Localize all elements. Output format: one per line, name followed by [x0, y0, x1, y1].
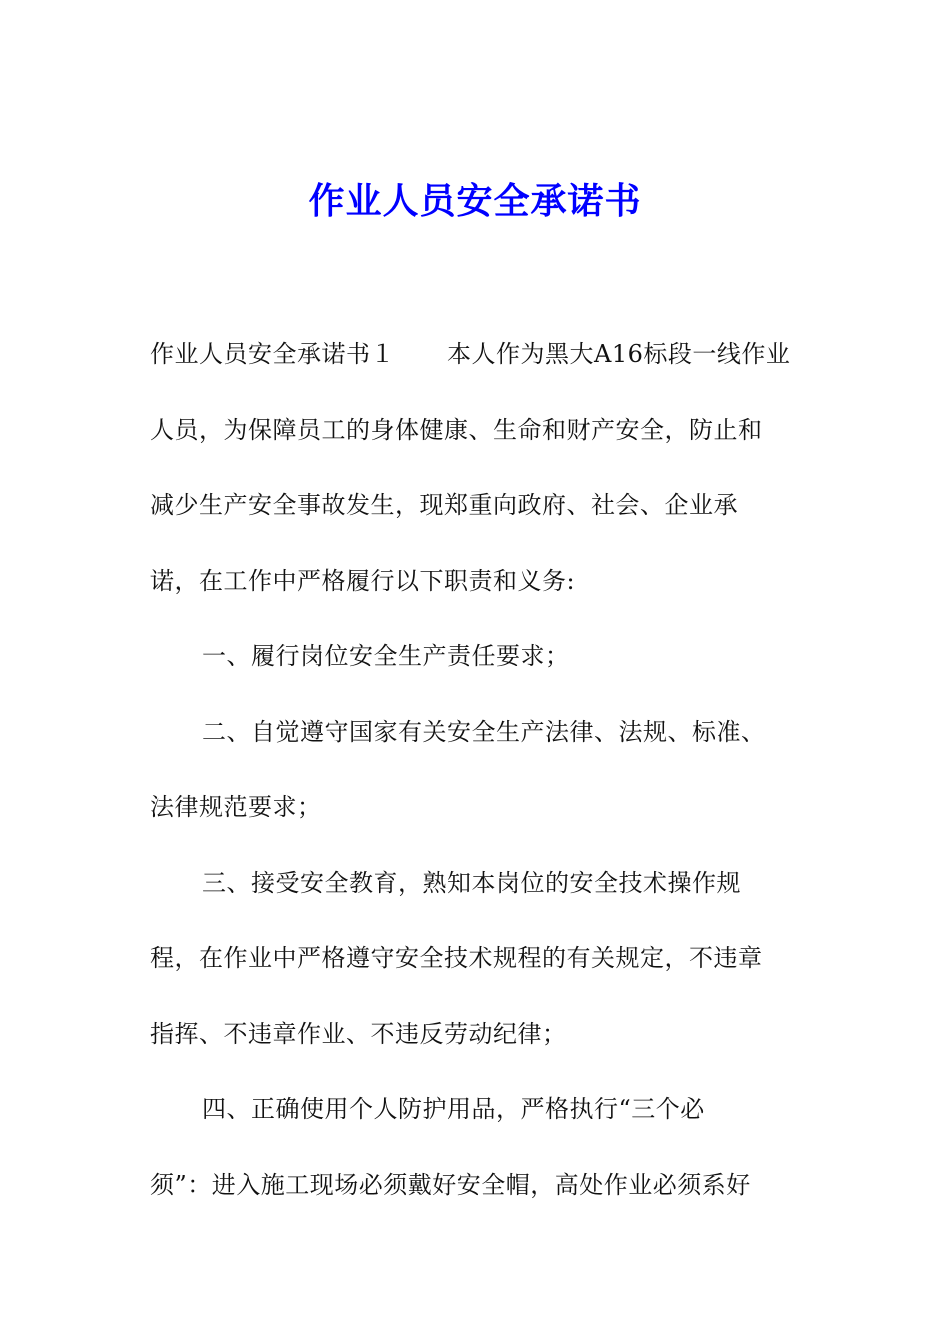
section-heading: 作业人员安全承诺书１: [150, 340, 395, 368]
body-line-2: 人员，为保障员工的身体健康、生命和财产安全，防止和: [150, 415, 763, 444]
document-body: [150, 330, 810, 1236]
body-line-8: 三、接受安全教育，熟知本岗位的安全技术操作规: [202, 868, 741, 897]
body-line-10: 指挥、不违章作业、不违反劳动纪律；: [150, 1019, 567, 1048]
paragraph-start: 本人作为黑大A16标段一线作业: [447, 340, 791, 368]
body-line-12: 须”：进入施工现场必须戴好安全帽，高处作业必须系好: [150, 1170, 751, 1199]
body-line-3: 减少生产安全事故发生，现郑重向政府、社会、企业承: [150, 491, 738, 519]
document-title: 作业人员安全承诺书: [308, 181, 642, 222]
body-line-1: [150, 330, 810, 406]
body-line-5: 一、履行岗位安全生产责任要求；: [202, 642, 570, 670]
body-line-6: 二、自觉遵守国家有关安全生产法律、法规、标准、: [202, 717, 766, 746]
body-line-7: 法律规范要求；: [150, 793, 322, 821]
body-line-4: 诺，在工作中严格履行以下职责和义务:: [150, 566, 576, 595]
body-line-11: 四、正确使用个人防护用品，严格执行“三个必: [202, 1095, 705, 1123]
body-line-9: 程，在作业中严格遵守安全技术规程的有关规定，不违章: [150, 944, 763, 972]
